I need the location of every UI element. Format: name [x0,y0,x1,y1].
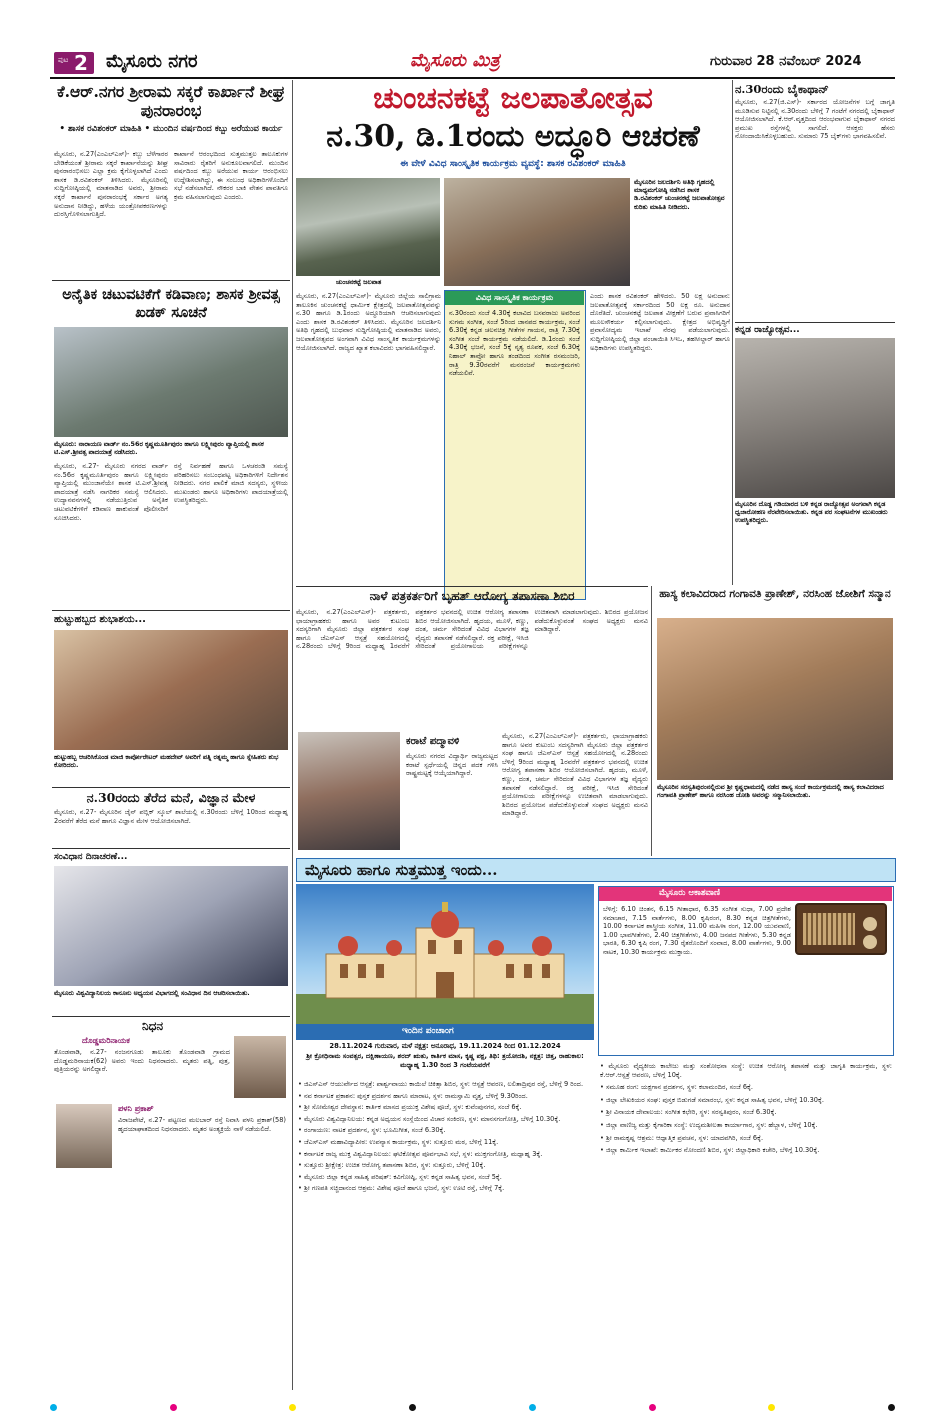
palace-illustration [296,884,594,1024]
column-rule [732,80,733,585]
story-body: ಮೈಸೂರು, ನ.27(ಎಂಎಲ್‌ಎಸ್)- ಪತ್ರಕರ್ತರು, ಛಾಯಾಗ್ರಾಹಕರು ಹಾಗೂ ಅವರ ಕುಟುಂಬ ಸದಸ್ಯರಿಗಾಗಿ ಮೈಸೂರು ಜಿಲ್ಲಾ ಪತ್ರಕರ್ತರ ಸಂಘ ಹಾಗೂ ಜೆಎಸ್ಎಸ್ ಆಸ್ಪತ್ರೆ ಸಹಯೋಗದಲ್ಲಿ ನ.28ರಂದು ಬೆಳಿಗ್ಗೆ 9ರಿಂದ ಮಧ್ಯಾಹ್ನ 1ರವರೆಗೆ ಪತ್ರಕರ್ತರ ಭವನದಲ್ಲಿ ಉಚಿತ ಆರೋಗ್ಯ ತಪಾಸಣಾ ಶಿಬಿರ ಆಯೋಜಿಸಲಾಗಿದೆ. ಹೃದಯ, ಮೂಳೆ, ಕಣ್ಣು, ದಂತ, ಚರ್ಮ ಸೇರಿದಂತೆ ವಿವಿಧ ವಿಭಾಗಗಳ ತಜ್ಞ ವೈದ್ಯರು ತಪಾಸಣೆ ನಡೆಸಲಿದ್ದಾರೆ. ರಕ್ತ ಪರೀಕ್ಷೆ, ಇಸಿಜಿ ಸೇರಿದಂತೆ ಪ್ರಯೋಗಾಲಯ ಪರೀಕ್ಷೆಗಳನ್ನೂ ಉಚಿತವಾಗಿ ಮಾಡಲಾಗುವುದು. ಶಿಬಿರದ ಪ್ರಯೋಜನ ಪಡೆದುಕೊಳ್ಳುವಂತೆ ಸಂಘದ ಅಧ್ಯಕ್ಷರು ಮನವಿ ಮಾಡಿದ್ದಾರೆ. [296,608,648,651]
photo-felicitation [657,618,893,780]
event-item: • ಜಿಲ್ಲಾ ಲೇಖಕಿಯರ ಸಂಘ: ಪುಸ್ತಕ ಬಿಡುಗಡೆ ಸಮಾರಂಭ, ಸ್ಥಳ: ಕನ್ನಡ ಸಾಹಿತ್ಯ ಭವನ, ಬೆಳಿಗ್ಗೆ 10.30ಕ್ಕೆ. [600,1095,824,1104]
column-rule [292,80,293,1390]
registration-dot-icon [170,1404,177,1411]
event-item: • ಶ್ರೀ ವಿನಾಯಕ ದೇವಾಲಯ: ಸಂಗೀತ ಕಛೇರಿ, ಸ್ಥಳ: ಸರಸ್ವತಿಪುರಂ, ಸಂಜೆ 6.30ಕ್ಕೆ. [600,1108,777,1117]
headline-immoral-activity: ಅನೈತಿಕ ಚಟುವಟಿಕೆಗೆ ಕಡಿವಾಣ; ಶಾಸಕ ಶ್ರೀವತ್ಸ ಖಡಕ್ ಸೂಚನೆ [62,286,280,321]
event-item: • ಶ್ರೀ ರಾಮಕೃಷ್ಣ ಆಶ್ರಮ: ಆಧ್ಯಾತ್ಮಿಕ ಪ್ರವಚನ, ಸ್ಥಳ: ಯಾದವಗಿರಿ, ಸಂಜೆ 6ಕ್ಕೆ. [600,1133,764,1142]
obituary-name: ಪಳನಿ ಪ್ರಕಾಶ್ [118,1104,154,1113]
panchanga-line: 28.11.2024 ಗುರುವಾರ, ಮಳೆ ನಕ್ಷತ್ರ: ಅನೂರಾಧ, 19.11.2024 ರಿಂದ 01.12.2024 [329,1042,561,1050]
panchanga-line: ಶ್ರೀ ಕ್ರೋಧಿನಾಮ ಸಂವತ್ಸರ, ದಕ್ಷಿಣಾಯಣ, ಶರದ್ ಋತು, ಕಾರ್ತಿಕ ಮಾಸ, ಕೃಷ್ಣ ಪಕ್ಷ, ತಿಥಿ: ತ್ರಯೋದಶಿ, ನಕ್ಷತ್ರ: ಚಿತ್ತ, ರಾಹುಕಾಲ: ಮಧ್ಯಾಹ್ನ 1.30 ರಿಂದ 3 ಗಂಟೆಯವರೆಗೆ [306,1052,584,1069]
panchanga-label: ಇಂದಿನ ಪಂಚಾಂಗ [402,1026,454,1036]
photo-caption: ಮೈಸೂರಿನ ಸರಸ್ವತಿಪುರಂನಲ್ಲಿರುವ ಶ್ರೀ ಕೃಷ್ಣಧಾಮದಲ್ಲಿ ನಡೆದ ಹಾಸ್ಯ ಸಂಜೆ ಕಾರ್ಯಕ್ರಮದಲ್ಲಿ ಹಾಸ್ಯ ಕಲಾವಿದರಾದ ಗಂಗಾವತಿ ಪ್ರಾಣೇಶ್ ಹಾಗೂ ನರಸಿಂಹ ಜೋಶಿ ಅವರನ್ನು ಸನ್ಮಾನಿಸಲಾಯಿತು. [657,783,884,800]
radio-title: ಮೈಸೂರು ಆಕಾಶವಾಣಿ [659,888,720,898]
today-header [296,858,896,882]
today-title: ಮೈಸೂರು ಹಾಗೂ ಸುತ್ತಮುತ್ತ ಇಂದು... [305,861,498,879]
story-body: ಮೈಸೂರು, ನ.27(ಎಂಎಲ್‌ಎಸ್)- ಮೈಸೂರು ಜಿಲ್ಲೆಯ ಸಾಲಿಗ್ರಾಮ ತಾಲೂಕಿನ ಚುಂಚನಕಟ್ಟೆ ಧಾರ್ಮಿಕ ಕ್ಷೇತ್ರದಲ್ಲಿ ಜಲಪಾತೋತ್ಸವವನ್ನು ನ.30 ಹಾಗೂ ಡಿ.1ರಂದು ಅದ್ಧೂರಿಯಾಗಿ ಆಚರಿಸಲಾಗುವುದು ಎಂದು ಶಾಸಕ ಡಿ.ರವಿಶಂಕರ್ ತಿಳಿಸಿದರು. ಮೈಸೂರಿನ ಜಲದರ್ಶಿನಿ ಅತಿಥಿ ಗೃಹದಲ್ಲಿ ಬುಧವಾರ ಸುದ್ದಿಗೋಷ್ಠಿಯಲ್ಲಿ ಮಾತನಾಡಿದ ಅವರು, ಜಲಪಾತೋತ್ಸವದ ಅಂಗವಾಗಿ ವಿವಿಧ ಸಾಂಸ್ಕೃತಿಕ ಕಾರ್ಯಕ್ರಮಗಳನ್ನು ಆಯೋಜಿಸಲಾಗಿದೆ. ರಾಜ್ಯದ ಖ್ಯಾತ ಕಲಾವಿದರು ಭಾಗವಹಿಸಲಿದ್ದಾರೆ. [296,292,441,352]
registration-dot-icon [529,1404,536,1411]
event-item: • ಜೆಎಸ್ಎಸ್ ಮಹಾವಿದ್ಯಾಪೀಠ: ಉಪನ್ಯಾಸ ಕಾರ್ಯಕ್ರಮ, ಸ್ಥಳ: ಸುತ್ತೂರು ಮಠ, ಬೆಳಿಗ್ಗೆ 11ಕ್ಕೆ. [298,1137,499,1146]
story-body: ಮೈಸೂರು, ನ.27(ಎಂಎಲ್‌ಎಸ್)- ಕಬ್ಬು ಬೆಳೆಗಾರರ ಬೇಡಿಕೆಯಂತೆ ಶ್ರೀರಾಮ ಸಕ್ಕರೆ ಕಾರ್ಖಾನೆಯನ್ನು ಶೀಘ್ರ ಪುನರಾರಂಭಿಸಲು ಎಲ್ಲಾ ಕ್ರಮ ಕೈಗೊಳ್ಳಲಾಗಿದೆ ಎಂದು ಶಾಸಕ ಡಿ.ರವಿಶಂಕರ್ ತಿಳಿಸಿದರು. ಮೈಸೂರಿನಲ್ಲಿ ಸುದ್ದಿಗೋಷ್ಠಿಯಲ್ಲಿ ಮಾತನಾಡಿದ ಅವರು, ಶ್ರೀರಾಮ ಸಕ್ಕರೆ ಕಾರ್ಖಾನೆ ಪುನರಾರಂಭಕ್ಕೆ ಸರ್ಕಾರ ಅಗತ್ಯ ಅನುದಾನ ನೀಡಿದ್ದು, ಹಳೆಯ ಯಂತ್ರೋಪಕರಣಗಳನ್ನು ದುರಸ್ತಿಗೊಳಿಸಲಾಗುತ್ತಿದೆ. [54,150,168,219]
program-box [444,290,586,600]
story-body: ಮೈಸೂರು, ನ.27(ಎಂಎಲ್‌ಎಸ್)- ಪತ್ರಕರ್ತರು, ಛಾಯಾಗ್ರಾಹಕರು ಹಾಗೂ ಅವರ ಕುಟುಂಬ ಸದಸ್ಯರಿಗಾಗಿ ಮೈಸೂರು ಜಿಲ್ಲಾ ಪತ್ರಕರ್ತರ ಸಂಘ ಹಾಗೂ ಜೆಎಸ್ಎಸ್ ಆಸ್ಪತ್ರೆ ಸಹಯೋಗದಲ್ಲಿ ನ.28ರಂದು ಬೆಳಿಗ್ಗೆ 9ರಿಂದ ಮಧ್ಯಾಹ್ನ 1ರವರೆಗೆ ಪತ್ರಕರ್ತರ ಭವನದಲ್ಲಿ ಉಚಿತ ಆರೋಗ್ಯ ತಪಾಸಣಾ ಶಿಬಿರ ಆಯೋಜಿಸಲಾಗಿದೆ. ಹೃದಯ, ಮೂಳೆ, ಕಣ್ಣು, ದಂತ, ಚರ್ಮ ಸೇರಿದಂತೆ ವಿವಿಧ ವಿಭಾಗಗಳ ತಜ್ಞ ವೈದ್ಯರು ತಪಾಸಣೆ ನಡೆಸಲಿದ್ದಾರೆ. ರಕ್ತ ಪರೀಕ್ಷೆ, ಇಸಿಜಿ ಸೇರಿದಂತೆ ಪ್ರಯೋಗಾಲಯ ಪರೀಕ್ಷೆಗಳನ್ನೂ ಉಚಿತವಾಗಿ ಮಾಡಲಾಗುವುದು. ಶಿಬಿರದ ಪ್ರಯೋಜನ ಪಡೆದುಕೊಳ್ಳುವಂತೆ ಸಂಘದ ಅಧ್ಯಕ್ಷರು ಮನವಿ ಮಾಡಿದ್ದಾರೆ. [502,732,648,818]
radio-speaker-icon [803,913,855,945]
divider [735,322,895,323]
story-body: ಎಂದು ಶಾಸಕ ರವಿಶಂಕರ್ ಹೇಳಿದರು. 50 ಲಕ್ಷ ಅನುದಾನ: ಜಲಪಾತೋತ್ಸವಕ್ಕೆ ಸರ್ಕಾರದಿಂದ 50 ಲಕ್ಷ ರೂ. ಅನುದಾನ ದೊರೆತಿದೆ. ಚುಂಚನಕಟ್ಟೆ ಜಲಪಾತ ವೀಕ್ಷಣೆಗೆ ಬರುವ ಪ್ರವಾಸಿಗರಿಗೆ ಮೂಲಸೌಕರ್ಯ ಕಲ್ಪಿಸಲಾಗುವುದು. ಕ್ಷೇತ್ರದ ಅಭಿವೃದ್ಧಿಗೆ ಪ್ರವಾಸೋದ್ಯಮ ಇಲಾಖೆ ನೆರವು ಪಡೆಯಲಾಗುವುದು. ಸುದ್ದಿಗೋಷ್ಠಿಯಲ್ಲಿ ಜಿಲ್ಲಾ ಪಂಚಾಯಿತಿ ಸಿಇಒ, ತಹಸೀಲ್ದಾರ್ ಹಾಗೂ ಅಧಿಕಾರಿಗಳು ಉಪಸ್ಥಿತರಿದ್ದರು. [590,292,730,352]
print-registration-marks [50,1404,895,1414]
headline-comedy: ಹಾಸ್ಯ ಕಲಾವಿದರಾದ ಗಂಗಾವತಿ ಪ್ರಾಣೇಶ್, ನರಸಿಂಹ ಜೋಶಿಗೆ ಸನ್ಮಾನ [659,588,891,600]
divider [52,610,290,611]
photo-press-meet [444,178,630,286]
page-label: ಪುಟ [58,56,69,64]
obituary-heading: ನಿಧನ [142,1019,164,1033]
issue-date: ಗುರುವಾರ 28 ನವೆಂಬರ್ 2024 [710,54,862,69]
photo-constitution-day [54,866,288,986]
health-camp-story [296,586,648,856]
photo-waterfall [296,178,440,276]
lead-subhead: ಈ ವೇಳೆ ವಿವಿಧ ಸಾಂಸ್ಕೃತಿಕ ಕಾರ್ಯಕ್ರಮ ವ್ಯವಸ್ಥೆ: ಶಾಸಕ ರವಿಶಂಕರ್ ಮಾಹಿತಿ [400,158,626,169]
today-section [296,858,896,1390]
event-item: • ಜಿಎಸ್ಎಸ್ ಆಯುರ್ವೇದ ಆಸ್ಪತ್ರೆ: ಪಾರ್ಶ್ವವಾಯು ಕಾಯಿಲೆ ಚಿಕಿತ್ಸಾ ಶಿಬಿರ, ಸ್ಥಳ: ಆಸ್ಪತ್ರೆ ಆವರಣ, ಲಲಿತಾದ್ರಿಪುರ ರಸ್ತೆ, ಬೆಳಿಗ್ಗೆ 9 ರಿಂದ. [298,1080,584,1088]
photo-caption: ಮೈಸೂರು: ನಾರಾಯಣ ವಾರ್ಡ್ ನಂ.56ರ ಕೃಷ್ಣಮೂರ್ತಿಪುರಂ ಹಾಗೂ ಲಕ್ಷ್ಮೀಪುರಂ ವ್ಯಾಪ್ತಿಯಲ್ಲಿ ಶಾಸಕ ಟಿ.ಎಸ್.ಶ್ರೀವತ್ಸ ಪಾದಯಾತ್ರೆ ನಡೆಸಿದರು. [54,440,264,457]
radio-knob-icon [863,917,877,931]
event-item: • ಸುತ್ತೂರು ಶ್ರೀಕ್ಷೇತ್ರ: ಉಚಿತ ಆರೋಗ್ಯ ತಪಾಸಣಾ ಶಿಬಿರ, ಸ್ಥಳ: ಸುತ್ತೂರು, ಬೆಳಿಗ್ಗೆ 10ಕ್ಕೆ. [298,1161,486,1170]
event-item: • ಮೈಸೂರು ವೈದ್ಯಕೀಯ ಕಾಲೇಜು ಮತ್ತು ಸಂಶೋಧನಾ ಸಂಸ್ಥೆ: ಉಚಿತ ಆರೋಗ್ಯ ತಪಾಸಣೆ ಮತ್ತು ಜಾಗೃತಿ ಕಾರ್ಯಕ್ರಮ, ಸ್ಥಳ: ಕೆ.ಆರ್.ಆಸ್ಪತ್ರೆ ಆವರಣ, ಬೆಳಿಗ್ಗೆ 10ಕ್ಕೆ. [600,1062,892,1079]
headline-open-house: ನ.30ರಂದು ತೆರೆದ ಮನೆ, ವಿಜ್ಞಾನ ಮೇಳ [86,790,256,805]
event-item: • ಮೈಸೂರು ವಿಶ್ವವಿದ್ಯಾನಿಲಯ: ಕನ್ನಡ ಅಧ್ಯಯನ ಸಂಸ್ಥೆಯಿಂದ ವಿಚಾರ ಸಂಕಿರಣ, ಸ್ಥಳ: ಮಾನಸಗಂಗೋತ್ರಿ, ಬೆಳಿಗ್ಗೆ 10.30ಕ್ಕೆ. [298,1114,561,1123]
obituary-photo [234,1036,286,1098]
headline-bikathon: ನ.30ರಂದು ಬೈಕಾಥಾನ್ [735,82,829,96]
palace-icon [296,884,594,1024]
right-column [735,80,895,585]
photo-birthday [54,630,288,750]
program-box-title: ವಿವಿಧ ಸಾಂಸ್ಕೃತಿಕ ಕಾರ್ಯಕ್ರಮ [445,291,584,305]
masthead-rule [50,77,895,79]
rajyotsava-label: ಕನ್ನಡ ರಾಜ್ಯೋತ್ಸವ... [735,325,800,335]
photo-caption: ಮೈಸೂರಿನ ದೊಡ್ಡ ಗಡಿಯಾರದ ಬಳಿ ಕನ್ನಡ ರಾಜ್ಯೋತ್ಸವ ಅಂಗವಾಗಿ ಕನ್ನಡ ಧ್ವಜಾರೋಹಣ ನೆರವೇರಿಸಲಾಯಿತು. ಕನ್ನಡ ಪರ ಸಂಘಟನೆಗಳ ಮುಖಂಡರು ಉಪಸ್ಥಿತರಿದ್ದರು. [735,500,888,525]
event-item: • ಜಿಲ್ಲಾ ವಾಣಿಜ್ಯ ಮತ್ತು ಕೈಗಾರಿಕಾ ಸಂಸ್ಥೆ: ಉದ್ಯಮಶೀಲತಾ ಕಾರ್ಯಾಗಾರ, ಸ್ಥಳ: ಹೆಬ್ಬಾಳ, ಬೆಳಿಗ್ಗೆ 10ಕ್ಕೆ. [600,1120,818,1129]
registration-dot-icon [768,1404,775,1411]
headline-health-camp: ನಾಳೆ ಪತ್ರಕರ್ತರಿಗೆ ಬೃಹತ್ ಆರೋಗ್ಯ ತಪಾಸಣಾ ಶಿಬಿರ [369,589,575,603]
registration-dot-icon [649,1404,656,1411]
main-headline: ನ.30, ಡಿ.1ರಂದು ಅದ್ಧೂರಿ ಆಚರಣೆ [326,119,700,154]
event-item: • ಕರ್ನಾಟಕ ರಾಜ್ಯ ಮುಕ್ತ ವಿಶ್ವವಿದ್ಯಾನಿಲಯ: ಘಟಿಕೋತ್ಸವ ಪೂರ್ವಭಾವಿ ಸಭೆ, ಸ್ಥಳ: ಮುಕ್ತಗಂಗೋತ್ರಿ, ಮಧ್ಯಾಹ್ನ 3ಕ್ಕೆ. [298,1149,543,1158]
obituary-name: ದೊಡ್ಡಮರಿನಾಯಕ [82,1036,130,1045]
events-list [600,1062,892,1386]
radio-title-bar [599,887,892,901]
program-box-body: ನ.30ರಂದು ಸಂಜೆ 4.30ಕ್ಕೆ ಕಲಾವಿದ ಬಸವರಾಜು ಅವರಿಂದ ಸುಗಮ ಸಂಗೀತ, ಸಂಜೆ 5ರಿಂದ ಜಾನಪದ ಕಾರ್ಯಕ್ರಮ, ಸಂಜೆ 6.30ಕ್ಕೆ ಕನ್ನಡ ಚಲನಚಿತ್ರ ಗೀತೆಗಳ ಗಾಯನ, ರಾತ್ರಿ 7.30ಕ್ಕೆ ಸಂಗೀತ ಸಂಜೆ ಕಾರ್ಯಕ್ರಮ ನಡೆಯಲಿದೆ. ಡಿ.1ರಂದು ಸಂಜೆ 4.30ಕ್ಕೆ ಭಜನೆ, ಸಂಜೆ 5ಕ್ಕೆ ನೃತ್ಯ ರೂಪಕ, ಸಂಜೆ 6.30ಕ್ಕೆ ನಿಹಾಲ್ ತಾವ್ರೋ ಹಾಗೂ ತಂಡದಿಂದ ಸಂಗೀತ ರಸಮಂಜರಿ, ರಾತ್ರಿ 9.30ರವರೆಗೆ ಮನರಂಜನೆ ಕಾರ್ಯಕ್ರಮಗಳು ನಡೆಯಲಿವೆ. [449,309,580,378]
obituary-body: ತೊಂಡವಾಡಿ, ನ.27- ನಂಜನಗೂಡು ತಾಲೂಕು ತೊಂಡವಾಡಿ ಗ್ರಾಮದ ದೊಡ್ಡಮರಿನಾಯಕ(62) ಅವರು ಇಂದು ನಿಧನರಾದರು. ಮೃತರು ಪತ್ನಿ, ಪುತ್ರ, ಪುತ್ರಿಯರನ್ನು ಅಗಲಿದ್ದಾರೆ. [54,1048,230,1074]
radio-schedule: ಬೆಳಿಗ್ಗೆ: 6.10 ಚಿಂತನ, 6.15 ಗೀತಾಧಾರ, 6.35 ಸಂಗೀತ ಸುಧಾ, 7.00 ಪ್ರದೇಶ ಸಮಾಚಾರ, 7.15 ವಾರ್ತೆಗಳು, 8.00 ಕೃಷಿರಂಗ, 8.30 ಕನ್ನಡ ಚಿತ್ರಗೀತೆಗಳು, 10.00 ಕರ್ನಾಟಕ ಶಾಸ್ತ್ರೀಯ ಸಂಗೀತ, 11.00 ಮಹಿಳಾ ರಂಗ, 12.00 ಯುವವಾಣಿ, 1.00 ಭಾವಗೀತೆಗಳು, 2.40 ಚಿತ್ರಗೀತೆಗಳು, 4.00 ಜನಪದ ಗೀತೆಗಳು, 5.30 ಕನ್ನಡ ಭಾರತಿ, 6.30 ಕೃಷಿ ರಂಗ, 7.30 ರೈತರೊಂದಿಗೆ ಸಂವಾದ, 8.00 ವಾರ್ತೆಗಳು, 9.00 ನಾಟಕ, 10.30 ಕಾರ್ಯಕ್ರಮ ಮುಕ್ತಾಯ. [603,905,791,956]
obituary-photo [56,1104,112,1168]
radio-box [598,886,894,1056]
event-item: • ನವ ಕರ್ನಾಟಕ ಪ್ರಕಾಶನ: ಪುಸ್ತಕ ಪ್ರದರ್ಶನ ಹಾಗೂ ಮಾರಾಟ, ಸ್ಥಳ: ರಾಮಸ್ವಾಮಿ ವೃತ್ತ, ಬೆಳಿಗ್ಗೆ 9.30ರಿಂದ. [298,1091,528,1100]
lead-story [296,80,730,585]
divider [52,1016,290,1017]
panchanga-label-bar [296,1024,594,1040]
event-item: • ರಂಗಾಯಣ: ನಾಟಕ ಪ್ರದರ್ಶನ, ಸ್ಥಳ: ಭೂಮಿಗೀತ, ಸಂಜೆ 6.30ಕ್ಕೆ. [298,1126,446,1135]
photo-caption: ಮೈಸೂರಿನ ಜಲದರ್ಶಿನಿ ಅತಿಥಿ ಗೃಹದಲ್ಲಿ ಮಾಧ್ಯಮಗೋಷ್ಠಿ ನಡೆಸಿದ ಶಾಸಕ ಡಿ.ರವಿಶಂಕರ್ ಚುಂಚನಕಟ್ಟೆ ಜಲಪಾತೋತ್ಸವ ಕುರಿತು ಮಾಹಿತಿ ನೀಡಿದರು. [634,178,725,211]
photo-caption: ಮೈಸೂರು ವಿಶ್ವವಿದ್ಯಾನಿಲಯ ಕಾನೂನು ಅಧ್ಯಯನ ವಿಭಾಗದಲ್ಲಿ ಸಂವಿಧಾನ ದಿನ ಆಚರಿಸಲಾಯಿತು. [54,989,250,997]
registration-dot-icon [409,1404,416,1411]
karate-heading: ಕರಾಟೆ ಪದ್ಮಾವಳಿ [406,736,460,747]
photo-mla-padayatra [54,327,288,437]
page-number: 2 [74,51,88,75]
comedy-felicitation-story [655,586,895,856]
event-item: • ಮೈಸೂರು ಜಿಲ್ಲಾ ಕನ್ನಡ ಸಾಹಿತ್ಯ ಪರಿಷತ್: ಕವಿಗೋಷ್ಠಿ, ಸ್ಥಳ: ಕನ್ನಡ ಸಾಹಿತ್ಯ ಭವನ, ಸಂಜೆ 5ಕ್ಕೆ. [298,1172,502,1181]
event-item: • ಶ್ರೀ ಸೋಮೇಶ್ವರ ದೇವಸ್ಥಾನ: ಕಾರ್ತಿಕ ಮಾಸದ ಪ್ರಯುಕ್ತ ವಿಶೇಷ ಪೂಜೆ, ಸ್ಥಳ: ಕುವೆಂಪುನಗರ, ಸಂಜೆ 6ಕ್ಕೆ. [298,1103,522,1112]
registration-dot-icon [888,1404,895,1411]
page-number-box [54,52,94,74]
story-body: ಮೈಸೂರು, ನ.27(ಜಿ.ಎಸ್)- ಸರ್ಕಾರದ ಯೋಜನೆಗಳ ಬಗ್ಗೆ ಜಾಗೃತಿ ಮೂಡಿಸುವ ನಿಟ್ಟಿನಲ್ಲಿ ನ.30ರಂದು ಬೆಳಿಗ್ಗೆ 7 ಗಂಟೆಗೆ ನಗರದಲ್ಲಿ ಬೈಕಾಥಾನ್ ಆಯೋಜಿಸಲಾಗಿದೆ. ಕೆ.ಆರ್.ವೃತ್ತದಿಂದ ಆರಂಭವಾಗುವ ಬೈಕಾಥಾನ್ ನಗರದ ಪ್ರಮುಖ ರಸ್ತೆಗಳಲ್ಲಿ ಸಾಗಲಿದೆ. ಆಸಕ್ತರು ಹೆಸರು ನೋಂದಾಯಿಸಿಕೊಳ್ಳಬಹುದು. ಸುಮಾರು 75 ಬೈಕ್‌ಗಳು ಭಾಗವಹಿಸಲಿವೆ. [735,98,895,141]
photo-caption: ಚುಂಚನಕಟ್ಟೆ ಜಲಪಾತ [336,278,382,286]
divider [52,787,290,788]
events-list [298,1080,592,1386]
paper-name: ಮೈಸೂರು ಮಿತ್ರ [410,50,500,71]
constitution-day-label: ಸಂವಿಧಾನ ದಿನಾಚರಣೆ... [54,852,128,862]
radio-icon [795,903,887,955]
subhead-sugar-factory: • ಶಾಸಕ ರವಿಶಂಕರ್ ಮಾಹಿತಿ • ಮುಂದಿನ ವರ್ಷದಿಂದ ಕಬ್ಬು ಅರೆಯುವ ಕಾರ್ಯ [59,124,283,134]
column-rule [651,586,652,856]
headline-sugar-factory: ಕೆ.ಆರ್.ನಗರ ಶ್ರೀರಾಮ ಸಕ್ಕರೆ ಕಾರ್ಖಾನೆ ಶೀಘ್ರ ಪುನರಾರಂಭ [57,82,285,120]
event-item: • ಸಮೂಹ ರಂಗ: ಯಕ್ಷಗಾನ ಪ್ರದರ್ಶನ, ಸ್ಥಳ: ಕಲಾಮಂದಿರ, ಸಂಜೆ 6ಕ್ಕೆ. [600,1083,754,1092]
karate-body: ಮೈಸೂರು ನಗರದ ವಿದ್ಯಾರ್ಥಿ ರಾಜ್ಯಮಟ್ಟದ ಕರಾಟೆ ಸ್ಪರ್ಧೆಯಲ್ಲಿ ಚಿನ್ನದ ಪದಕ ಗಳಿಸಿ ರಾಷ್ಟ್ರಮಟ್ಟಕ್ಕೆ ಆಯ್ಕೆಯಾಗಿದ್ದಾರೆ. [406,752,498,778]
obituary-body: ವಿರಾಜಪೇಟೆ, ನ.27- ಪಟ್ಟಣದ ಮಲಬಾರ್ ರಸ್ತೆ ನಿವಾಸಿ ಪಳನಿ ಪ್ರಕಾಶ್(58) ಹೃದಯಾಘಾತದಿಂದ ನಿಧನರಾದರು. ಮೃತರ ಅಂತ್ಯಕ್ರಿಯೆ ನಾಳೆ ನಡೆಯಲಿದೆ. [118,1116,286,1133]
masthead [50,48,895,78]
story-body: ಮೈಸೂರು, ನ.27- ಮೈಸೂರಿನ ಜೈನ್ ಪಬ್ಲಿಕ್ ಸ್ಕೂಲ್ ಶಾಲೆಯಲ್ಲಿ ನ.30ರಂದು ಬೆಳಿಗ್ಗೆ 10ರಿಂದ ಮಧ್ಯಾಹ್ನ 2ರವರೆಗೆ ತೆರೆದ ಮನೆ ಹಾಗೂ ವಿಜ್ಞಾನ ಮೇಳ ಆಯೋಜಿಸಲಾಗಿದೆ. [54,808,288,825]
divider [296,586,648,587]
registration-dot-icon [289,1404,296,1411]
photo-caption: ಹುಟ್ಟುಹಬ್ಬ ಆಚರಿಸಿಕೊಂಡ ಮಾಜಿ ಕಾರ್ಪೋರೇಟರ್ ಮಹದೇವ್ ಅವರಿಗೆ ಪತ್ನಿ ರತ್ನಮ್ಮ ಹಾಗೂ ಸ್ನೇಹಿತರು ಶುಭ ಕೋರಿದರು. [54,753,279,770]
story-body: ರಸ್ತೆ ನಿರ್ವಹಣೆ ಹಾಗೂ ಒಳಚರಂಡಿ ಸಮಸ್ಯೆ ಪರಿಹರಿಸಲು ಸಂಬಂಧಪಟ್ಟ ಅಧಿಕಾರಿಗಳಿಗೆ ನಿರ್ದೇಶನ ನೀಡಿದರು. ನಗರ ಪಾಲಿಕೆ ಮಾಜಿ ಸದಸ್ಯರು, ಸ್ಥಳೀಯ ಮುಖಂಡರು ಹಾಗೂ ಅಧಿಕಾರಿಗಳು ಪಾದಯಾತ್ರೆಯಲ್ಲಿ ಉಪಸ್ಥಿತರಿದ್ದರು. [174,462,288,505]
photo-rajyotsava [735,338,895,498]
section-title: ಮೈಸೂರು ನಗರ [106,51,198,72]
birthday-label: ಹುಟ್ಟುಹಬ್ಬದ ಶುಭಾಶಯ... [54,614,146,625]
story-body: ಮೈಸೂರು, ನ.27- ಮೈಸೂರು ನಗರದ ವಾರ್ಡ್ ನಂ.56ರ ಕೃಷ್ಣಮೂರ್ತಿಪುರಂ ಹಾಗೂ ಲಕ್ಷ್ಮೀಪುರಂ ವ್ಯಾಪ್ತಿಯಲ್ಲಿ ಮುಂಜಾನೆಯೇ ಶಾಸಕ ಟಿ.ಎಸ್.ಶ್ರೀವತ್ಸ ಪಾದಯಾತ್ರೆ ನಡೆಸಿ ನಾಗರಿಕರ ಸಮಸ್ಯೆ ಆಲಿಸಿದರು. ಉದ್ಯಾನವನಗಳಲ್ಲಿ ನಡೆಯುತ್ತಿರುವ ಅನೈತಿಕ ಚಟುವಟಿಕೆಗಳಿಗೆ ಕಡಿವಾಣ ಹಾಕುವಂತೆ ಪೊಲೀಸರಿಗೆ ಸೂಚಿಸಿದರು. [54,462,168,522]
story-body: ಕಾರ್ಖಾನೆ ಆರಂಭದಿಂದ ಸುತ್ತಮುತ್ತಲ ತಾಲೂಕುಗಳ ಸಾವಿರಾರು ರೈತರಿಗೆ ಅನುಕೂಲವಾಗಲಿದೆ. ಮುಂದಿನ ವರ್ಷದಿಂದ ಕಬ್ಬು ಅರೆಯುವ ಕಾರ್ಯ ಆರಂಭಿಸಲು ಉದ್ದೇಶಿಸಲಾಗಿದ್ದು, ಈ ಸಂಬಂಧ ಅಧಿಕಾರಿಗಳೊಂದಿಗೆ ಸಭೆ ನಡೆಸಲಾಗಿದೆ. ನೌಕರರ ಬಾಕಿ ವೇತನ ಪಾವತಿಗೂ ಕ್ರಮ ವಹಿಸಲಾಗುವುದು ಎಂದರು. [174,150,288,201]
divider [52,280,290,281]
divider [52,848,290,849]
event-item: • ಜಿಲ್ಲಾ ಕಾರ್ಮಿಕ ಇಲಾಖೆ: ಕಾರ್ಮಿಕರ ನೋಂದಣಿ ಶಿಬಿರ, ಸ್ಥಳ: ಜಿಲ್ಲಾಧಿಕಾರಿ ಕಚೇರಿ, ಬೆಳಿಗ್ಗೆ 10.30ಕ್ಕೆ. [600,1146,820,1155]
registration-dot-icon [50,1404,57,1411]
banner-headline: ಚುಂಚನಕಟ್ಟೆ ಜಲಪಾತೋತ್ಸವ [373,81,653,116]
event-item: • ಶ್ರೀ ಗಣಪತಿ ಸಚ್ಚಿದಾನಂದ ಆಶ್ರಮ: ವಿಶೇಷ ಪೂಜೆ ಹಾಗೂ ಭಜನೆ, ಸ್ಥಳ: ಊಟಿ ರಸ್ತೆ, ಬೆಳಿಗ್ಗೆ 7ಕ್ಕೆ. [298,1184,505,1193]
photo-karate-student [298,732,400,850]
left-column [52,80,290,1385]
radio-knob-icon [863,935,877,949]
